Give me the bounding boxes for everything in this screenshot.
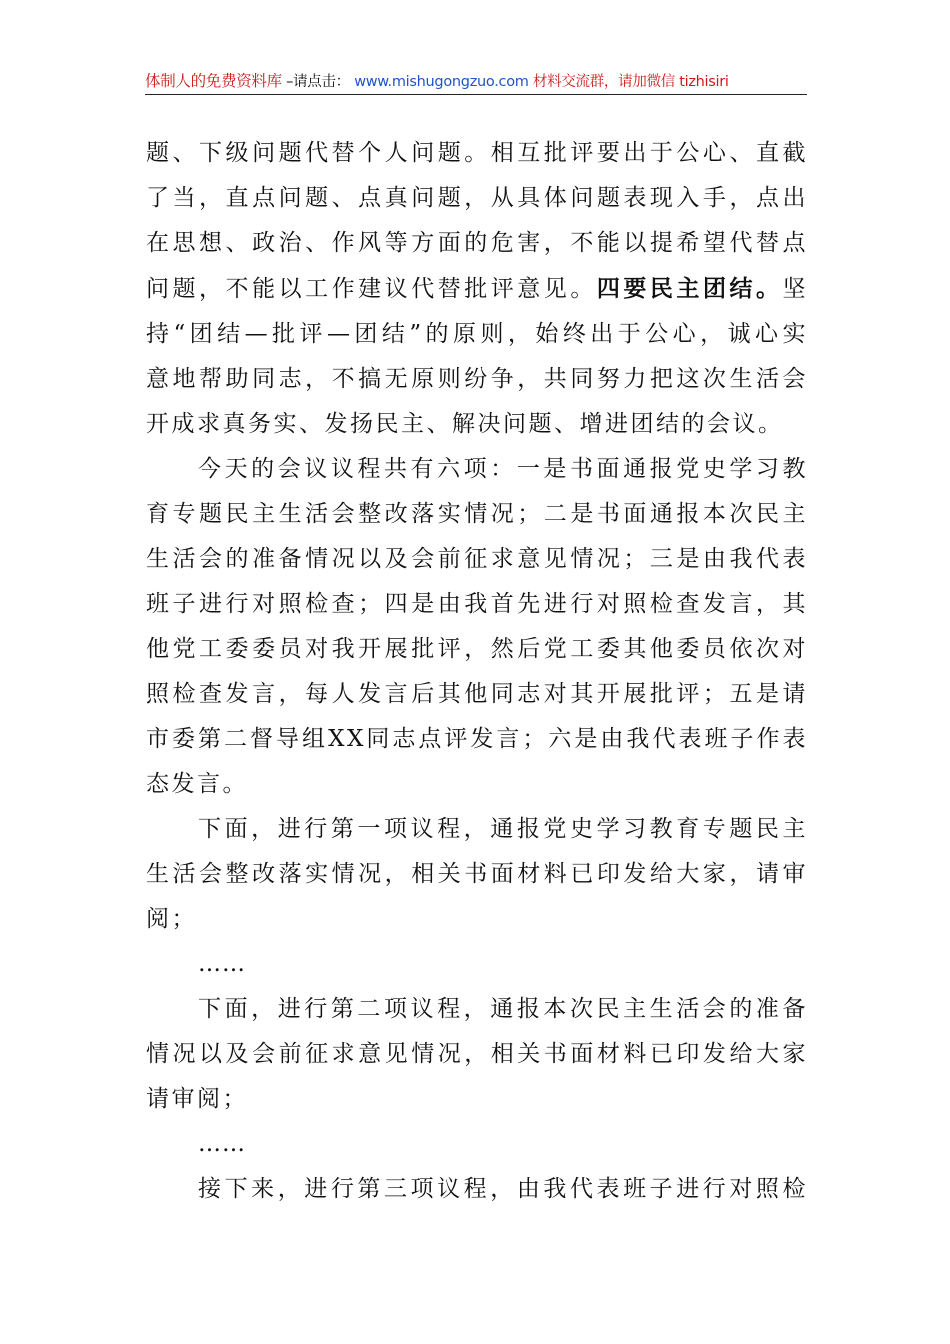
text-line: 班子进行对照检查；四是由我首先进行对照检查发言，其: [146, 591, 808, 617]
text-line: 下面，进行第二项议程，通报本次民主生活会的准备: [198, 996, 808, 1022]
paragraph-4: [146, 987, 808, 1122]
text-line: 今天的会议议程共有六项：一是书面通报党史学习教: [198, 456, 808, 482]
text-line: [146, 266, 808, 312]
text-line: 接下来，进行第三项议程，由我代表班子进行对照检: [198, 1176, 808, 1202]
text-line: 意地帮助同志，不搞无原则纷争，共同努力把这次生活会: [146, 366, 808, 392]
text-line: 了当，直点问题、点真问题，从具体问题表现入手，点出: [146, 185, 808, 211]
text-line: 开成求真务实、发扬民主、解决问题、增进团结的会议。: [146, 411, 784, 437]
text-span: 问题，不能以工作建议代替批评意见。: [146, 276, 597, 302]
page-header: [145, 68, 807, 95]
text-line: 持“团结—批评—团结”的原则，始终出于公心，诚心实: [146, 321, 808, 347]
header-url-link[interactable]: www.mishugongzuo.com: [354, 74, 529, 90]
bold-heading-democratic-unity: 四要民主团结。: [596, 275, 783, 302]
paragraph-3: [146, 807, 808, 942]
text-line: 请审阅；: [146, 1086, 248, 1112]
text-line: 题、下级问题代替个人问题。相互批评要出于公心、直截: [146, 140, 808, 166]
text-line: 生活会的准备情况以及会前征求意见情况；三是由我代表: [146, 546, 808, 572]
document-body: [146, 131, 808, 1212]
header-brand: 体制人的免费资料库: [145, 72, 282, 90]
text-line: 生活会整改落实情况，相关书面材料已印发给大家，请审: [146, 861, 808, 887]
text-line: 在思想、政治、作风等方面的危害，不能以提希望代替点: [146, 230, 808, 256]
text-span: 坚: [782, 276, 809, 302]
paragraph-2: [146, 447, 808, 807]
ellipsis: ……: [198, 951, 246, 977]
paragraph-1: [146, 131, 808, 447]
text-line: 他党工委委员对我开展批评，然后党工委其他委员依次对: [146, 636, 808, 662]
header-prompt: –请点击：: [286, 74, 350, 90]
text-line: 下面，进行第一项议程，通报党史学习教育专题民主: [198, 816, 808, 842]
text-line: 照检查发言，每人发言后其他同志对其开展批评；五是请: [146, 681, 808, 707]
text-line: 育专题民主生活会整改落实情况；二是书面通报本次民主: [146, 501, 808, 527]
header-contact: 材料交流群，请加微信 tizhisiri: [532, 74, 729, 90]
paragraph-5: [146, 1167, 808, 1212]
ellipsis: ……: [198, 1131, 246, 1157]
text-line: 态发言。: [146, 771, 248, 797]
text-line: 情况以及会前征求意见情况，相关书面材料已印发给大家: [146, 1041, 808, 1067]
text-line: 阅；: [146, 906, 197, 932]
text-line: 市委第二督导组XX同志点评发言；六是由我代表班子作表: [146, 726, 808, 752]
